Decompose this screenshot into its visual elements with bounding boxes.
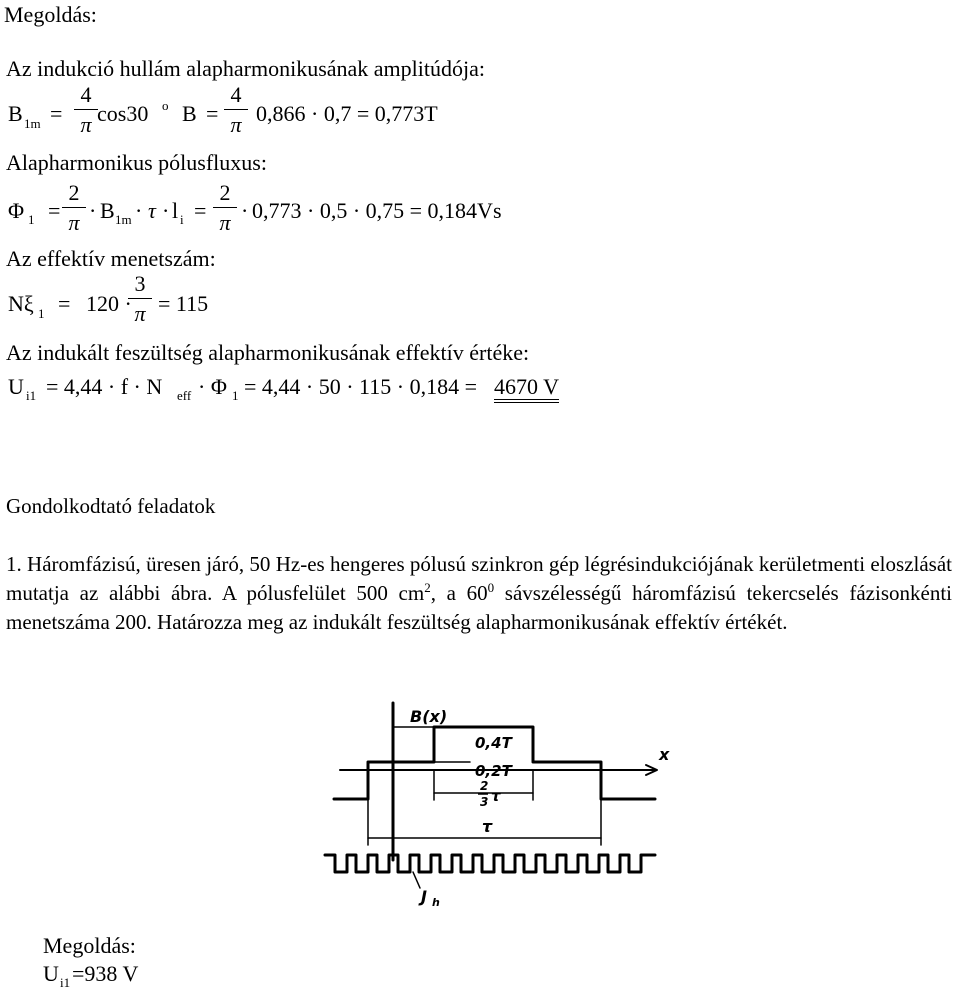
eq2-rhs: 0,773 · 0,5 · 0,75 = 0,184Vs <box>252 198 502 223</box>
answer-u-sub: i1 <box>60 975 71 990</box>
section-flux-heading: Alapharmonikus pólusfluxus: <box>6 150 267 175</box>
label-23tau-tau: τ <box>491 787 501 805</box>
slot-leader <box>413 872 420 888</box>
eq1-equals: = <box>50 101 63 126</box>
eq1-num2: 4 <box>230 82 242 107</box>
eq2-equals: = <box>48 198 61 223</box>
eq4-result: 4670 V <box>494 376 559 403</box>
eq1-lhs: B <box>8 101 23 126</box>
eq4-lhs: U <box>8 374 24 399</box>
eq3-value: 120 · <box>86 291 132 316</box>
eq3-rhs: = 115 <box>158 291 209 316</box>
label-tau: τ <box>482 817 493 836</box>
eq2-dot2: · <box>135 198 143 223</box>
figure-ylabel: B(x) <box>410 707 448 726</box>
section-amplitude-heading: Az indukció hullám alapharmonikusának amplitúdója: <box>6 56 485 81</box>
task-sup-2: 0 <box>487 580 495 595</box>
label-0-2t: 0,2T <box>475 762 512 780</box>
eq1-num: 4 <box>80 82 92 107</box>
label-0-4t: 0,4T <box>475 734 512 752</box>
stator-slots <box>325 855 655 872</box>
eq2-tau: τ <box>148 198 156 223</box>
eq1-lhs-sub: 1m <box>24 116 41 131</box>
eq3-lhs-sub: 1 <box>38 306 45 321</box>
answer-value: =938 V <box>72 961 139 986</box>
section-voltage-heading: Az indukált feszültség alapharmonikusának effektív értéke: <box>6 340 530 365</box>
answer-u: U <box>43 961 59 986</box>
eq4-phi-sub: 1 <box>232 388 239 403</box>
label-23tau-num: 2 <box>480 779 489 793</box>
eq2-l: l <box>172 198 179 223</box>
task-sup-1: 2 <box>424 580 431 595</box>
eq4-phi: · Φ <box>198 374 227 399</box>
eq1-deg: o <box>162 98 169 113</box>
slot-label: J <box>421 887 427 906</box>
eq3-lhs: Nξ <box>8 291 34 316</box>
eq4-expr1: = 4,44 · f · N <box>46 374 163 399</box>
eq2-lhs-sub: 1 <box>28 212 35 227</box>
eq2-den: π <box>68 210 80 235</box>
eq4-lhs-sub: i1 <box>26 388 37 403</box>
eq2-b: B <box>100 198 115 223</box>
eq2-dot3: · <box>162 198 170 223</box>
eq2-l-sub: i <box>180 212 184 227</box>
eq1-b: B <box>182 101 197 126</box>
eq2-b-sub: 1m <box>115 212 132 227</box>
eq3-num: 3 <box>134 271 146 296</box>
eq2-den2: π <box>219 210 231 235</box>
label-23tau-den: 3 <box>480 795 489 809</box>
eq2-dot4: · <box>241 198 249 223</box>
slot-label-sub: h <box>432 896 440 909</box>
task-heading: Gondolkodtató feladatok <box>6 494 216 518</box>
eq2-num2: 2 <box>219 180 231 205</box>
eq4-n-sub: eff <box>177 388 192 403</box>
eq2-equals2: = <box>194 198 207 223</box>
task-text-3: sávszélességű háromfázisú tekercselés fázisonkénti menetszáma 200. Határozza meg az indukált feszültség alapharmonikusának effektív értékét. <box>6 581 952 634</box>
eq3-equals: = <box>58 291 71 316</box>
eq2-lhs: Φ <box>8 198 25 223</box>
task-text-1: 1. Háromfázisú, üresen járó, 50 Hz-es hengeres pólusú szinkron gép légrésindukciójának kerületmenti eloszlását mutatja az alábbi ábra. A pólusfelület 500 cm <box>6 552 952 605</box>
figure-xlabel: x <box>659 745 670 764</box>
eq2-dot1: · <box>89 198 97 223</box>
eq4-expr2: = 4,44 · 50 · 115 · 0,184 = <box>244 374 477 399</box>
eq1-equals2: = <box>206 101 219 126</box>
eq1-den: π <box>80 112 92 137</box>
page-title: Megoldás: <box>4 2 97 27</box>
answer-title: Megoldás: <box>43 933 136 958</box>
task-text-2: , a 60 <box>430 581 488 605</box>
eq2-num: 2 <box>68 180 80 205</box>
eq1-rhs: 0,866 · 0,7 = 0,773T <box>256 101 438 126</box>
eq3-den: π <box>134 301 146 326</box>
section-turns-heading: Az effektív menetszám: <box>6 246 216 271</box>
eq1-den2: π <box>230 112 242 137</box>
eq1-cos: cos30 <box>97 101 149 126</box>
